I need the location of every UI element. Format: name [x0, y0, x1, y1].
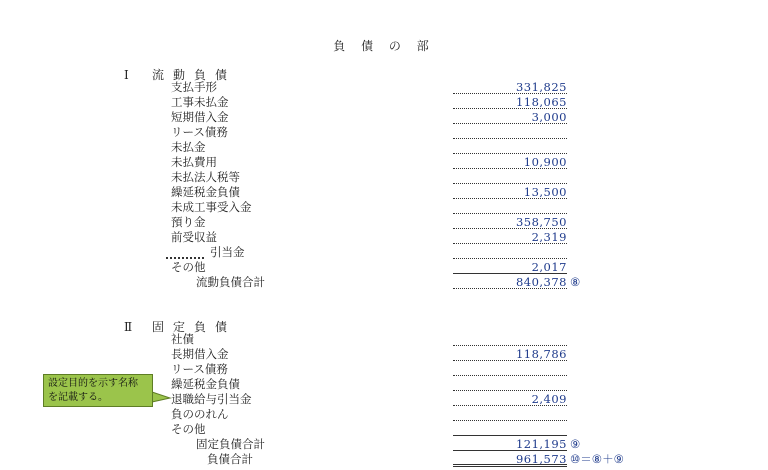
table-row	[0, 200, 768, 215]
row-label-provision	[166, 245, 245, 260]
grand-total-value: 961,573	[515, 452, 567, 466]
section-number: Ⅰ	[124, 68, 129, 82]
formula-mark: ⑩＝⑧＋⑨	[570, 452, 624, 466]
amount-line	[453, 390, 567, 391]
table-row	[0, 110, 768, 125]
row-label: 前受収益	[171, 230, 217, 244]
blank-fill-line	[166, 248, 204, 259]
circled-number-mark: ⑧	[570, 275, 581, 289]
table-row	[0, 125, 768, 140]
table-row	[0, 95, 768, 110]
row-value: 2,409	[531, 392, 567, 406]
row-label: 未払金	[171, 140, 206, 154]
callout-text-line2: を記載する。	[48, 392, 108, 403]
subtotal-row	[0, 275, 768, 290]
grand-total-label: 負債合計	[207, 452, 253, 466]
row-value: 358,750	[515, 215, 567, 229]
section-name: 固定負債	[152, 320, 237, 334]
row-value: 331,825	[515, 80, 567, 94]
subtotal-label: 固定負債合計	[196, 437, 265, 451]
annotation-callout	[43, 374, 153, 407]
amount-line	[453, 375, 567, 376]
row-label: その他	[171, 260, 206, 274]
row-label: 未払法人税等	[171, 170, 240, 184]
row-value: 10,900	[523, 155, 567, 169]
table-row	[0, 170, 768, 185]
table-row	[0, 422, 768, 437]
table-row	[0, 155, 768, 170]
amount-line	[453, 435, 567, 436]
row-value: 13,500	[523, 185, 567, 199]
row-label: 未成工事受入金	[171, 200, 252, 214]
section-number: Ⅱ	[124, 320, 133, 334]
amount-line	[453, 138, 567, 139]
table-row	[0, 80, 768, 95]
table-row	[0, 260, 768, 275]
row-label: 未払費用	[171, 155, 217, 169]
subtotal-label: 流動負債合計	[196, 275, 265, 289]
row-label: 長期借入金	[171, 347, 229, 361]
table-row	[0, 407, 768, 422]
amount-line	[453, 420, 567, 421]
table-row	[0, 245, 768, 260]
circled-number-mark: ⑨	[570, 437, 581, 451]
amount-line	[453, 345, 567, 346]
amount-line	[453, 258, 567, 259]
row-label: 社債	[171, 332, 194, 346]
table-row	[0, 140, 768, 155]
subtotal-value: 121,195	[515, 437, 567, 451]
row-value: 118,065	[515, 95, 567, 109]
table-row	[0, 332, 768, 347]
section-name: 流動負債	[152, 68, 237, 82]
row-label: 預り金	[171, 215, 206, 229]
row-label: その他	[171, 422, 206, 436]
callout-text-line1: 設定目的を示す名称	[48, 378, 138, 389]
subtotal-row	[0, 437, 768, 452]
row-label: リース債務	[171, 362, 228, 376]
row-label: 繰延税金負債	[171, 185, 240, 199]
amount-line	[453, 213, 567, 214]
grand-total-row	[0, 452, 768, 467]
row-label: 短期借入金	[171, 110, 229, 124]
subtotal-value: 840,378	[515, 275, 567, 289]
page-title: 負 債 の 部	[333, 39, 435, 53]
table-row	[0, 185, 768, 200]
row-label: 支払手形	[171, 80, 217, 94]
row-label: 退職給与引当金	[171, 392, 252, 406]
table-row	[0, 215, 768, 230]
amount-line	[453, 153, 567, 154]
row-label: リース債務	[171, 125, 228, 139]
row-value: 118,786	[515, 347, 567, 361]
row-label: 繰延税金負債	[171, 377, 240, 391]
table-row	[0, 230, 768, 245]
amount-line	[453, 183, 567, 184]
row-value: 2,319	[531, 230, 567, 244]
table-row	[0, 347, 768, 362]
row-label: 引当金	[210, 245, 245, 259]
row-value: 2,017	[531, 260, 567, 274]
row-label: 工事未払金	[171, 95, 229, 109]
row-label: 負ののれん	[171, 407, 229, 421]
row-value: 3,000	[531, 110, 567, 124]
